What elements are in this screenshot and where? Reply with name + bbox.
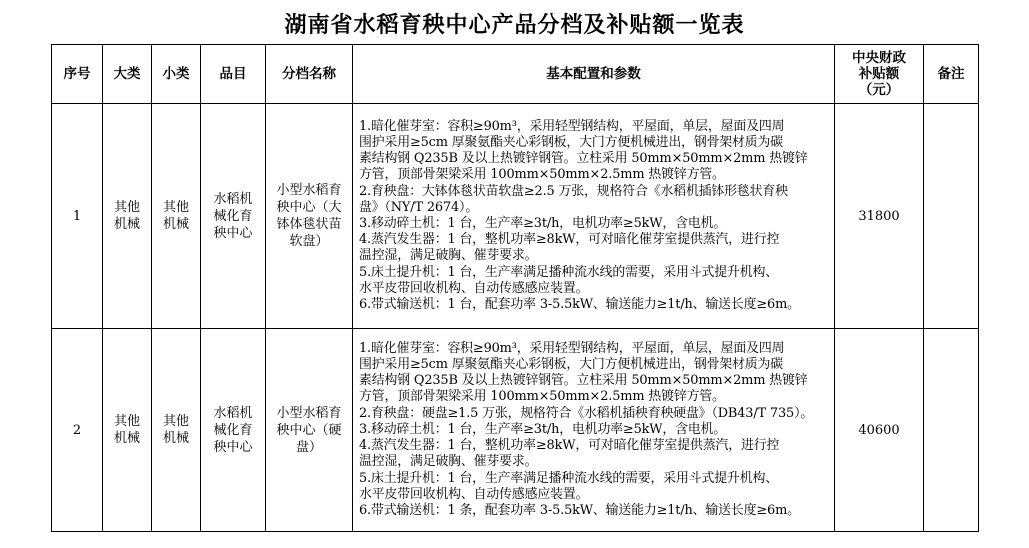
- spec-line: 5.床土提升机：1 台，生产率满足播种流水线的需要，采用斗式提升机构、: [359, 470, 778, 486]
- table-row: [52, 104, 979, 329]
- cell-line: 机械: [113, 431, 140, 446]
- cell-line: 水稻机: [213, 405, 253, 421]
- header-subsidy-line: （元）: [858, 82, 900, 98]
- cell-line: 械化育: [213, 208, 253, 224]
- cell-line: 钵体毯状苗: [276, 217, 342, 232]
- header-subsidy: [835, 45, 924, 104]
- cell-item: [201, 329, 266, 532]
- cell-item: [201, 104, 266, 329]
- cell-line: 其他: [162, 414, 189, 429]
- cell-seq: 1: [52, 104, 103, 329]
- header-item: 品目: [201, 45, 266, 104]
- spec-line: 6.带式输送机：1 台，配套功率 3-5.5kW、输送能力≥1t/h、输送长度≥6m。: [359, 297, 800, 313]
- spec-line: 4.蒸汽发生器：1 台，整机功率≥8kW，可对暗化催芽室提供蒸汽，进行控: [359, 438, 780, 454]
- spec-line: 围护采用≥5cm 厚聚氨酯夹心彩钢板，大门方便机械进出，钢骨架材质为碳: [359, 134, 784, 150]
- cell-line: 机械: [162, 217, 189, 232]
- header-major: 大类: [103, 45, 152, 104]
- spec-line: 3.移动碎土机：1 台，生产率≥3t/h，电机功率≥5kW，含电机。: [359, 216, 727, 231]
- spec-line: 6.带式输送机：1 条，配套功率 3-5.5kW、输送能力≥1t/h、输送长度≥6m。: [359, 502, 800, 518]
- spec-line: 5.床土提升机：1 台，生产率满足播种流水线的需要，采用斗式提升机构、: [359, 264, 778, 280]
- cell-line: 机械: [162, 431, 189, 446]
- subsidy-table: [51, 44, 979, 532]
- header-row: [52, 45, 979, 104]
- cell-line: 水稻机: [213, 191, 253, 207]
- spec-line: 素结构钢 Q235B 及以上热镀锌钢管。立柱采用 50mm×50mm×2mm 热镀锌: [359, 151, 808, 167]
- cell-major: [103, 329, 152, 532]
- cell-major: [103, 104, 152, 329]
- spec-line: 2.育秧盘：硬盘≥1.5 万张，规格符合《水稻机插秧育秧硬盘》（DB43/T 735）。: [359, 405, 814, 421]
- spec-line: 温控湿，满足破胸、催芽要求。: [359, 454, 538, 470]
- spec-line: 4.蒸汽发生器：1 台，整机功率≥8kW，可对暗化催芽室提供蒸汽，进行控: [359, 232, 780, 248]
- cell-line: 其他: [113, 200, 140, 215]
- cell-tier: [266, 104, 353, 329]
- spec-line: 围护采用≥5cm 厚聚氨酯夹心彩钢板，大门方便机械进出，钢骨架材质为碳: [359, 357, 784, 373]
- cell-subsidy: 40600: [835, 329, 924, 532]
- header-subsidy-line: 补贴额: [858, 66, 900, 82]
- header-remark: 备注: [924, 45, 979, 104]
- cell-minor: [152, 329, 201, 532]
- cell-line: 其他: [113, 414, 140, 429]
- spec-line: 水平皮带回收机构、自动传感感应装置。: [359, 486, 589, 502]
- header-tier: 分档名称: [266, 45, 353, 104]
- cell-subsidy: 31800: [835, 104, 924, 329]
- spec-line: 素结构钢 Q235B 及以上热镀锌钢管。立柱采用 50mm×50mm×2mm 热镀锌: [359, 373, 808, 389]
- table-row: [52, 329, 979, 532]
- spec-line: 1.暗化催芽室：容积≥90m³，采用轻型钢结构，平屋面，单层，屋面及四周: [359, 340, 785, 356]
- spec-line: 方管，顶部骨架梁采用 100mm×50mm×2.5mm 热镀锌方管。: [359, 167, 725, 183]
- cell-line: 秧中心（大: [276, 200, 342, 215]
- cell-remark: [924, 104, 979, 329]
- document-title: 湖南省水稻育秧中心产品分档及补贴额一览表: [284, 12, 745, 38]
- cell-line: 盘）: [295, 439, 322, 455]
- header-minor: 小类: [152, 45, 201, 104]
- cell-line: 软盘）: [289, 234, 329, 249]
- header-subsidy-line: 中央财政: [852, 50, 906, 66]
- cell-spec: [353, 104, 835, 329]
- spec-line: 3.移动碎土机：1 台，生产率≥3t/h，电机功率≥5kW，含电机。: [359, 421, 727, 437]
- spec-line: 2.育秧盘：大钵体毯状苗软盘≥2.5 万张，规格符合《水稻机插钵形毯状育秧: [359, 183, 788, 199]
- cell-line: 秧中心（硬: [276, 422, 342, 438]
- cell-seq: 2: [52, 329, 103, 532]
- cell-line: 其他: [162, 200, 189, 215]
- cell-line: 小型水稻育: [276, 183, 342, 198]
- header-seq: 序号: [52, 45, 103, 104]
- cell-tier: [266, 329, 353, 532]
- cell-line: 械化育: [213, 422, 253, 438]
- spec-line: 温控湿，满足破胸、催芽要求。: [359, 248, 538, 264]
- cell-line: 小型水稻育: [276, 405, 342, 421]
- cell-line: 机械: [113, 217, 140, 232]
- cell-minor: [152, 104, 201, 329]
- cell-remark: [924, 329, 979, 532]
- spec-line: 1.暗化催芽室：容积≥90m³，采用轻型钢结构，平屋面，单层，屋面及四周: [359, 118, 785, 134]
- spec-line: 盘》（NY/T 2674）。: [359, 199, 479, 215]
- cell-line: 秧中心: [213, 225, 253, 241]
- cell-spec: [353, 329, 835, 532]
- spec-line: 方管，顶部骨架梁采用 100mm×50mm×2.5mm 热镀锌方管。: [359, 389, 725, 405]
- header-spec: 基本配置和参数: [353, 45, 835, 104]
- spec-line: 水平皮带回收机构、自动传感感应装置。: [359, 280, 589, 296]
- cell-line: 秧中心: [213, 439, 253, 455]
